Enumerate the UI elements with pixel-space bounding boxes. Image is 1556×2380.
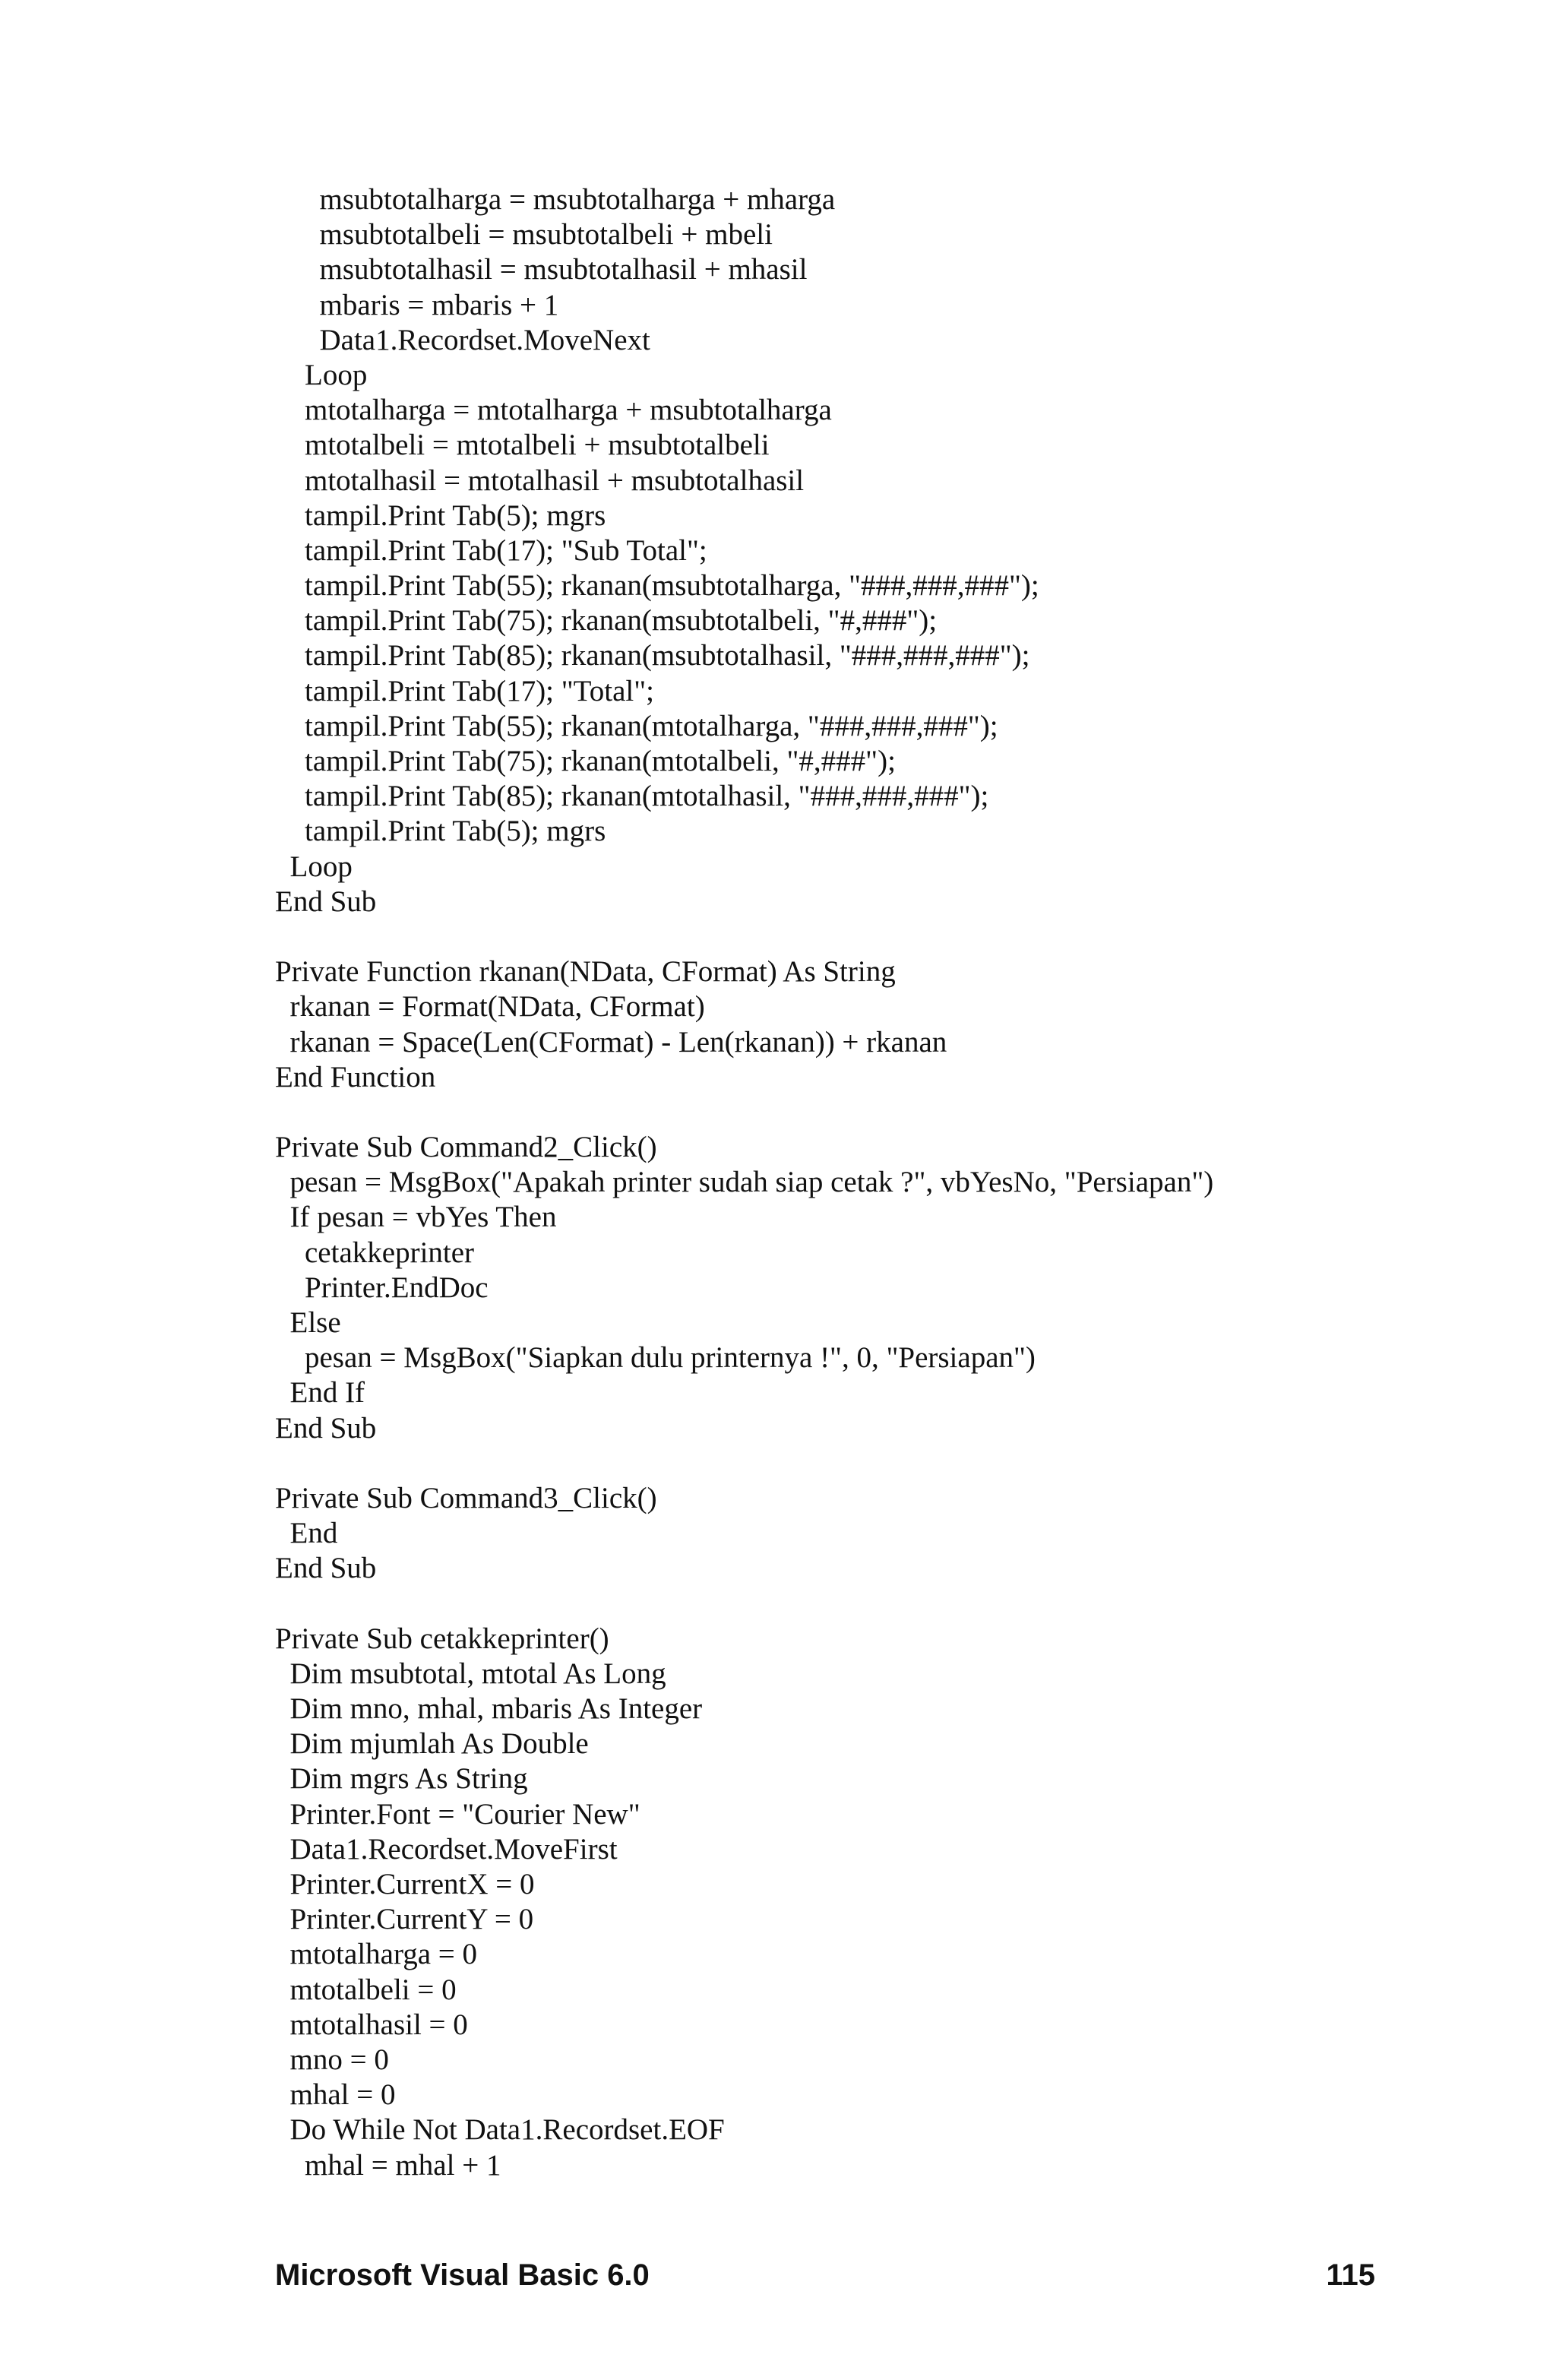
code-line: Private Function rkanan(NData, CFormat) As String — [275, 955, 896, 989]
code-line: tampil.Print Tab(75); rkanan(mtotalbeli, "#,###"); — [275, 745, 896, 777]
code-line: tampil.Print Tab(17); "Total"; — [275, 674, 655, 707]
code-line: Loop — [275, 850, 353, 883]
code-line: cetakkeprinter — [275, 1236, 475, 1269]
code-line: Loop — [275, 358, 368, 391]
code-line: Dim mno, mhal, mbaris As Integer — [275, 1692, 703, 1726]
code-line: Private Sub Command3_Click() — [275, 1481, 657, 1514]
code-line: Else — [275, 1306, 341, 1339]
code-line: Dim msubtotal, mtotal As Long — [275, 1657, 666, 1690]
code-line: msubtotalharga = msubtotalharga + mharga — [275, 183, 836, 216]
code-line: tampil.Print Tab(85); rkanan(msubtotalhasil, "###,###,###"); — [275, 639, 1030, 673]
code-line: msubtotalbeli = msubtotalbeli + mbeli — [275, 218, 773, 252]
code-line: mno = 0 — [275, 2043, 389, 2076]
code-line: Printer.Font = "Courier New" — [275, 1797, 640, 1831]
code-line — [275, 1095, 1415, 1130]
code-line: mhal = mhal + 1 — [275, 2148, 501, 2182]
code-line: rkanan = Space(Len(CFormat) - Len(rkanan)) + rkanan — [275, 1025, 947, 1059]
code-line: tampil.Print Tab(5); mgrs — [275, 498, 606, 532]
code-line: tampil.Print Tab(17); "Sub Total"; — [275, 533, 707, 567]
code-line: Do While Not Data1.Recordset.EOF — [275, 2113, 725, 2147]
code-line: End If — [275, 1376, 365, 1410]
code-line: Private Sub Command2_Click() — [275, 1131, 657, 1164]
code-line: mhal = 0 — [275, 2078, 396, 2112]
code-line: tampil.Print Tab(55); rkanan(mtotalharga, "###,###,###"); — [275, 709, 998, 742]
code-line: Printer.CurrentX = 0 — [275, 1868, 535, 1901]
code-line: msubtotalhasil = msubtotalhasil + mhasil — [275, 253, 808, 286]
code-line: mtotalhasil = 0 — [275, 2008, 468, 2041]
code-line: tampil.Print Tab(85); rkanan(mtotalhasil, "###,###,###"); — [275, 780, 989, 813]
code-line: End Function — [275, 1060, 436, 1093]
code-line: End — [275, 1517, 338, 1550]
code-line: mbaris = mbaris + 1 — [275, 288, 559, 321]
code-line — [275, 1446, 1415, 1481]
code-line: tampil.Print Tab(5); mgrs — [275, 815, 606, 848]
code-line: mtotalbeli = mtotalbeli + msubtotalbeli — [275, 429, 770, 462]
code-line — [275, 919, 1415, 954]
code-line: Dim mjumlah As Double — [275, 1727, 589, 1761]
page-footer — [275, 2254, 1375, 2296]
code-line: rkanan = Format(NData, CFormat) — [275, 990, 705, 1024]
code-line: End Sub — [275, 1411, 377, 1445]
code-line: End Sub — [275, 1552, 377, 1585]
code-line: tampil.Print Tab(55); rkanan(msubtotalharga, "###,###,###"); — [275, 569, 1039, 603]
code-line: pesan = MsgBox("Apakah printer sudah siap cetak ?", vbYesNo, "Persiapan") — [275, 1166, 1214, 1199]
code-line: If pesan = vbYes Then — [275, 1201, 557, 1234]
code-line: mtotalhasil = mtotalhasil + msubtotalhasil — [275, 464, 805, 497]
code-line: Dim mgrs As String — [275, 1762, 528, 1796]
code-listing — [275, 182, 1415, 2183]
code-line — [275, 1587, 1415, 1622]
code-line: End Sub — [275, 885, 377, 918]
code-line: Printer.CurrentY = 0 — [275, 1903, 534, 1936]
code-line: pesan = MsgBox("Siapkan dulu printernya !", 0, "Persiapan") — [275, 1341, 1036, 1375]
code-line: mtotalbeli = 0 — [275, 1973, 457, 2006]
footer-page-number: 115 — [1326, 2258, 1375, 2292]
code-line: Data1.Recordset.MoveFirst — [275, 1832, 618, 1866]
code-line: Private Sub cetakkeprinter() — [275, 1622, 609, 1655]
code-line: Data1.Recordset.MoveNext — [275, 323, 650, 356]
code-line: mtotalharga = 0 — [275, 1938, 478, 1971]
code-line: tampil.Print Tab(75); rkanan(msubtotalbeli, "#,###"); — [275, 604, 938, 638]
code-line: mtotalharga = mtotalharga + msubtotalharga — [275, 394, 832, 427]
footer-book-title: Microsoft Visual Basic 6.0 — [275, 2258, 650, 2292]
code-line: Printer.EndDoc — [275, 1271, 489, 1304]
